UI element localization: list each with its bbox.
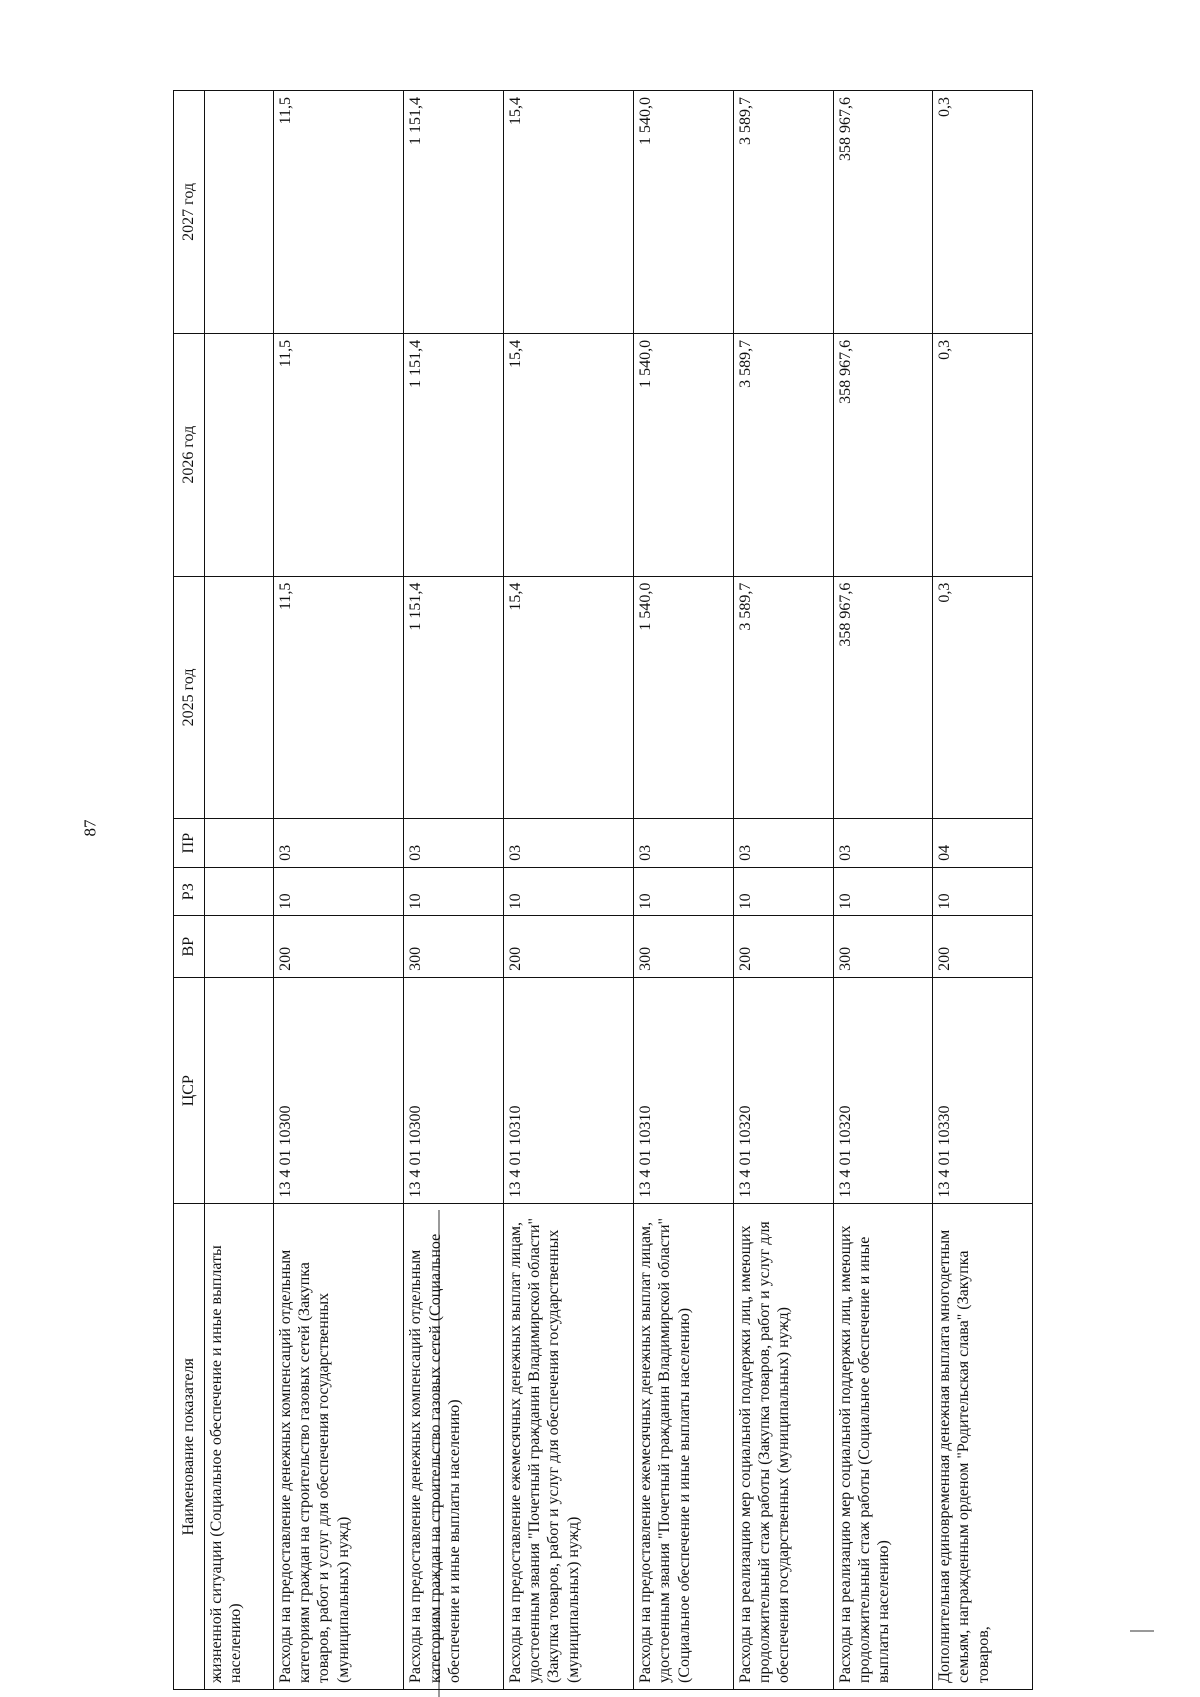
cell-pr: 03 bbox=[404, 819, 504, 868]
cell-csr bbox=[205, 977, 274, 1204]
cell-vr: 300 bbox=[404, 916, 504, 978]
cell-2027: 0,3 bbox=[933, 91, 1033, 334]
cell-2025: 358 967,6 bbox=[833, 576, 933, 819]
cell-csr: 13 4 01 10310 bbox=[634, 977, 734, 1204]
cell-csr: 13 4 01 10300 bbox=[404, 977, 504, 1204]
cell-csr: 13 4 01 10310 bbox=[504, 977, 634, 1204]
cell-2026: 3 589,7 bbox=[733, 333, 833, 576]
cell-pr: 03 bbox=[733, 819, 833, 868]
cell-rz: 10 bbox=[504, 867, 634, 916]
header-csr: ЦСР bbox=[174, 977, 205, 1204]
table-header-row bbox=[174, 91, 205, 1690]
cell-name: жизненной ситуации (Социальное обеспечение и иные выплаты населению) bbox=[205, 1204, 274, 1690]
cell-2027: 3 589,7 bbox=[733, 91, 833, 334]
header-2025: 2025 год bbox=[174, 576, 205, 819]
cell-vr: 200 bbox=[274, 916, 404, 978]
table-row bbox=[833, 91, 933, 1690]
cell-2027: 11,5 bbox=[274, 91, 404, 334]
header-vr: ВР bbox=[174, 916, 205, 978]
cell-pr: 03 bbox=[833, 819, 933, 868]
cell-rz bbox=[205, 867, 274, 916]
cell-pr: 03 bbox=[504, 819, 634, 868]
cell-pr: 04 bbox=[933, 819, 1033, 868]
cell-2027: 1 540,0 bbox=[634, 91, 734, 334]
cell-vr: 300 bbox=[833, 916, 933, 978]
cell-name: Расходы на предоставление денежных компенсаций отдельным категориям граждан на строительство газовых сетей (Социальное обеспечение и иные выплаты населению) bbox=[404, 1204, 504, 1690]
table-row bbox=[404, 91, 504, 1690]
cell-2025 bbox=[205, 576, 274, 819]
cell-2026: 0,3 bbox=[933, 333, 1033, 576]
cell-2025: 0,3 bbox=[933, 576, 1033, 819]
header-2027: 2027 год bbox=[174, 91, 205, 334]
cell-pr: 03 bbox=[634, 819, 734, 868]
cell-rz: 10 bbox=[274, 867, 404, 916]
cell-2026 bbox=[205, 333, 274, 576]
header-rz: РЗ bbox=[174, 867, 205, 916]
cell-pr: 03 bbox=[274, 819, 404, 868]
cell-2027: 15,4 bbox=[504, 91, 634, 334]
cell-vr: 300 bbox=[634, 916, 734, 978]
cell-rz: 10 bbox=[733, 867, 833, 916]
cell-2027 bbox=[205, 91, 274, 334]
cell-name: Расходы на реализацию мер социальной поддержки лиц, имеющих продолжительный стаж работы (Социальное обеспечение и иные выплаты населению) bbox=[833, 1204, 933, 1690]
cell-csr: 13 4 01 10300 bbox=[274, 977, 404, 1204]
cell-2027: 358 967,6 bbox=[833, 91, 933, 334]
cell-rz: 10 bbox=[833, 867, 933, 916]
header-2026: 2026 год bbox=[174, 333, 205, 576]
cell-name: Расходы на предоставление денежных компенсаций отдельным категориям граждан на строительство газовых сетей (Закупка товаров, работ и услуг для обеспечения государственных (муниципальных) нужд) bbox=[274, 1204, 404, 1690]
cell-2026: 358 967,6 bbox=[833, 333, 933, 576]
table-row bbox=[733, 91, 833, 1690]
cell-2027: 1 151,4 bbox=[404, 91, 504, 334]
cell-name: Расходы на предоставление ежемесячных денежных выплат лицам, удостоенным звания "Почетный гражданин Владимирской области" (Социальное обеспечение и иные выплаты населению) bbox=[634, 1204, 734, 1690]
table-row bbox=[274, 91, 404, 1690]
header-pr: ПР bbox=[174, 819, 205, 868]
header-name: Наименование показателя bbox=[174, 1204, 205, 1690]
cell-2026: 15,4 bbox=[504, 333, 634, 576]
cell-2026: 1 540,0 bbox=[634, 333, 734, 576]
cell-name: Расходы на предоставление ежемесячных денежных выплат лицам, удостоенным звания "Почетный гражданин Владимирской области" (Закупка товаров, работ и услуг для обеспечения государственных (муниципальных) нужд) bbox=[504, 1204, 634, 1690]
cell-2025: 1 540,0 bbox=[634, 576, 734, 819]
cell-vr bbox=[205, 916, 274, 978]
cell-vr: 200 bbox=[933, 916, 1033, 978]
cell-rz: 10 bbox=[404, 867, 504, 916]
table-row bbox=[634, 91, 734, 1690]
budget-table bbox=[173, 90, 1033, 1690]
scan-edge-mark bbox=[1130, 1630, 1154, 1632]
table-row bbox=[933, 91, 1033, 1690]
cell-vr: 200 bbox=[733, 916, 833, 978]
cell-rz: 10 bbox=[933, 867, 1033, 916]
cell-vr: 200 bbox=[504, 916, 634, 978]
cell-2025: 15,4 bbox=[504, 576, 634, 819]
cell-2025: 3 589,7 bbox=[733, 576, 833, 819]
cell-2026: 11,5 bbox=[274, 333, 404, 576]
cell-csr: 13 4 01 10320 bbox=[733, 977, 833, 1204]
page-number: 87 bbox=[80, 819, 100, 837]
cell-csr: 13 4 01 10320 bbox=[833, 977, 933, 1204]
cell-pr bbox=[205, 819, 274, 868]
cell-2026: 1 151,4 bbox=[404, 333, 504, 576]
table-row bbox=[205, 91, 274, 1690]
cell-name: Дополнительная единовременная денежная выплата многодетным семьям, награжденным орденом "Родительская слава" (Закупка товаров, bbox=[933, 1204, 1033, 1690]
cell-name: Расходы на реализацию мер социальной поддержки лиц, имеющих продолжительный стаж работы (Закупка товаров, работ и услуг для обеспечения государственных (муниципальных) нужд) bbox=[733, 1204, 833, 1690]
rotated-table-wrapper bbox=[173, 90, 1033, 1690]
table-row bbox=[504, 91, 634, 1690]
cell-rz: 10 bbox=[634, 867, 734, 916]
cell-2025: 1 151,4 bbox=[404, 576, 504, 819]
cell-2025: 11,5 bbox=[274, 576, 404, 819]
cell-csr: 13 4 01 10330 bbox=[933, 977, 1033, 1204]
